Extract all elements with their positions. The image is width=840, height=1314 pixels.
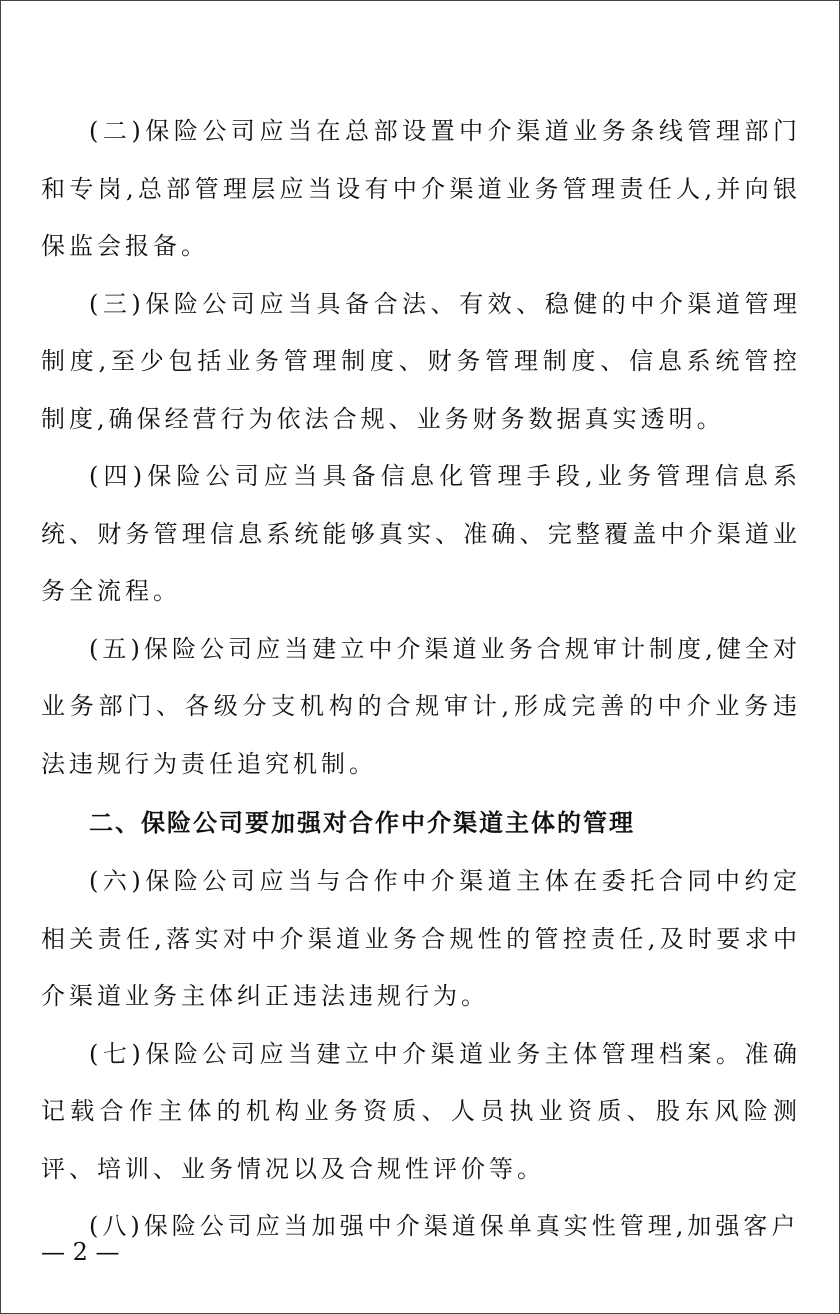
paragraph-5: (五)保险公司应当建立中介渠道业务合规审计制度,健全对业务部门、各级分支机构的合规审计,形成完善的中介业务违法违规行为责任追究机制。	[41, 634, 801, 778]
paragraph-6: (六)保险公司应当与合作中介渠道主体在委托合同中约定相关责任,落实对中介渠道业务合规性的管控责任,及时要求中介渠道业务主体纠正违法违规行为。	[41, 867, 801, 1010]
paragraph-8: (八)保险公司应当加强中介渠道保单真实性管理,加强客户	[89, 1212, 800, 1240]
paragraph-7: (七)保险公司应当建立中介渠道业务主体管理档案。准确记载合作主体的机构业务资质、人员执业资质、股东风险测评、培训、业务情况以及合规性评价等。	[41, 1039, 801, 1183]
paragraph-3: (三)保险公司应当具备合法、有效、稳健的中介渠道管理制度,至少包括业务管理制度、财务管理制度、信息系统管控制度,确保经营行为依法合规、业务财务数据真实透明。	[41, 289, 801, 433]
document-body	[41, 103, 801, 1256]
paragraph-4: (四)保险公司应当具备信息化管理手段,业务管理信息系统、财务管理信息系统能够真实、准确、完整覆盖中介渠道业务全流程。	[41, 462, 801, 605]
page-number: — 2 —	[41, 1238, 120, 1266]
paragraph-2: (二)保险公司应当在总部设置中介渠道业务条线管理部门和专岗,总部管理层应当设有中介渠道业务管理责任人,并向银保监会报备。	[41, 117, 801, 260]
section-heading: 二、保险公司要加强对合作中介渠道主体的管理	[89, 809, 635, 837]
